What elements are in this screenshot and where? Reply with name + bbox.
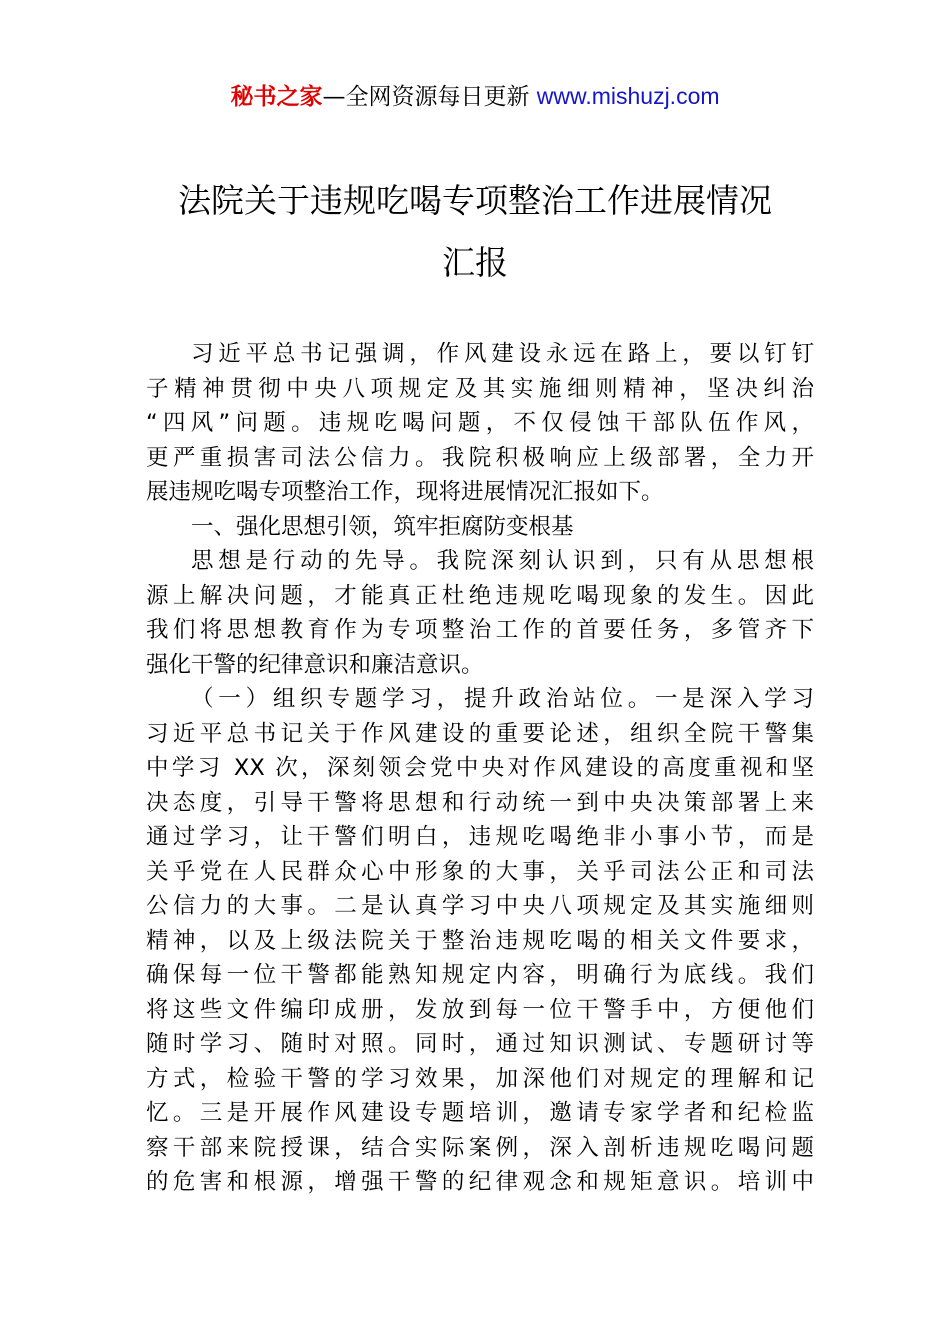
body-line: 确保每一位干警都能熟知规定内容，明确行为底线。我们 (146, 962, 814, 988)
site-banner (0, 78, 950, 115)
site-url-link[interactable]: www.mishuzj.com (536, 83, 720, 109)
body-line: 展违规吃喝专项整治工作，现将进展情况汇报如下。 (146, 479, 664, 505)
body-line: 思想是行动的先导。我院深刻认识到，只有从思想根 (191, 548, 814, 574)
site-brand: 秘书之家 (230, 84, 323, 110)
body-line: 随时学习、随时对照。同时，通过知识测试、专题研讨等 (146, 1031, 814, 1057)
title-line-1: 法院关于违规吃喝专项整治工作进展情况 (178, 181, 772, 220)
body-line: 源上解决问题，才能真正杜绝违规吃喝现象的发生。因此 (146, 582, 814, 609)
site-tagline: —全网资源每日更新 (322, 84, 530, 110)
body-line: 将这些文件编印成册，发放到每一位干警手中，方便他们 (146, 996, 814, 1023)
title-line-2: 汇报 (442, 243, 508, 282)
body-line: 习近平总书记关于作风建设的重要论述，组织全院干警集 (146, 720, 814, 747)
body-line: 强化干警的纪律意识和廉洁意识。 (146, 651, 484, 678)
body-line: 子精神贯彻中央八项规定及其实施细则精神，坚决纠治 (146, 375, 814, 402)
document-body (146, 337, 814, 1200)
body-line: 习近平总书记强调，作风建设永远在路上，要以钉钉 (191, 341, 814, 367)
body-line: 忆。三是开展作风建设专题培训，邀请专家学者和纪检监 (146, 1100, 814, 1126)
body-line: 决态度，引导干警将思想和行动统一到中央决策部署上来 (146, 789, 814, 816)
document-title (80, 170, 870, 294)
body-line: 更严重损害司法公信力。我院积极响应上级部署，全力开 (146, 444, 814, 471)
body-line: 公信力的大事。二是认真学习中央八项规定及其实施细则 (146, 893, 814, 919)
section-heading: 一、强化思想引领，筑牢拒腐防变根基 (191, 513, 574, 540)
body-line: （一）组织专题学习，提升政治站位。一是深入学习 (191, 686, 814, 712)
body-line: 精神，以及上级法院关于整治违规吃喝的相关文件要求， (146, 927, 814, 954)
body-line: 的危害和根源，增强干警的纪律观念和规矩意识。培训中 (146, 1169, 814, 1195)
body-line: 我们将思想教育作为专项整治工作的首要任务，多管齐下 (146, 617, 814, 643)
body-line: 察干部来院授课，结合实际案例，深入剖析违规吃喝问题 (146, 1134, 814, 1161)
body-line: 中学习 XX 次，深刻领会党中央对作风建设的高度重视和坚 (146, 755, 814, 781)
body-line: 关乎党在人民群众心中形象的大事，关乎司法公正和司法 (146, 858, 814, 885)
body-line: 通过学习，让干警们明白，违规吃喝绝非小事小节，而是 (146, 824, 814, 850)
body-line: “四风”问题。违规吃喝问题，不仅侵蚀干部队伍作风， (146, 410, 814, 436)
body-line: 方式，检验干警的学习效果，加深他们对规定的理解和记 (146, 1065, 814, 1092)
